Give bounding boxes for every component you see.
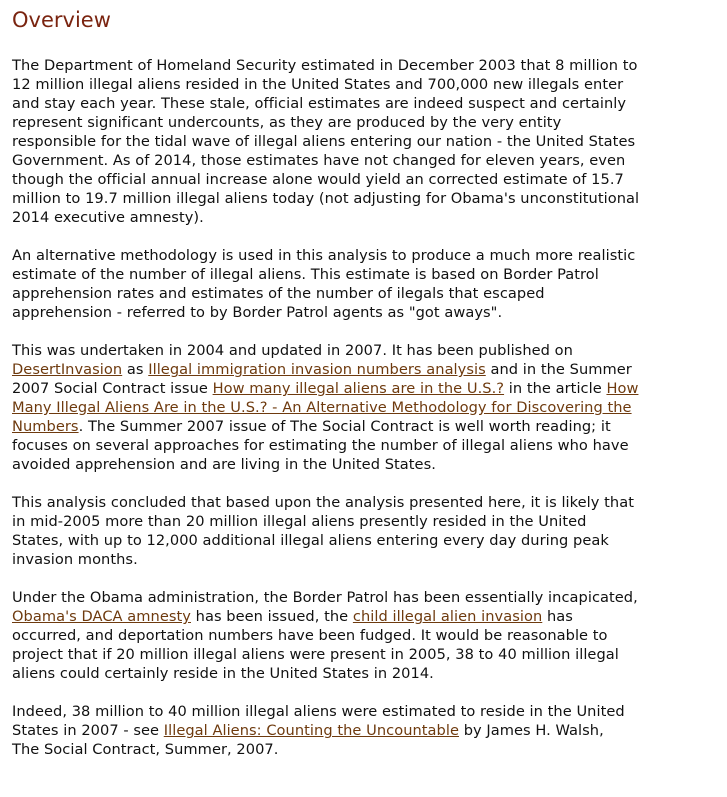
paragraph-obama-administration (12, 588, 717, 683)
text-segment: Under the Obama administration, the Border Patrol has been essentially incapicated, (12, 589, 638, 606)
desertinvasion-link[interactable]: DesertInvasion (12, 361, 123, 378)
alternative-methodology-article-link[interactable]: How Many Illegal Aliens Are in the U.S.? - An Alternative Methodology for Discovering the Numbers (12, 380, 639, 435)
text-segment: in the article (504, 380, 607, 397)
text-segment: . The Summer 2007 issue of The Social Contract is well worth reading; it focuses on several approaches for estimating the number of illegal aliens who have avoided apprehension and are living in the United States. (12, 418, 629, 473)
article (12, 6, 717, 778)
text-segment: has been issued, the (190, 608, 353, 625)
text-segment: and in the Summer 2007 Social Contract issue (12, 361, 632, 397)
child-alien-invasion-link[interactable]: child illegal alien invasion (352, 608, 543, 625)
text-segment: as (122, 361, 149, 378)
paragraph-analysis-conclusion: This analysis concluded that based upon the analysis presented here, it is likely that in mid-2005 more than 20 million illegal aliens presently resided in the United States, with up to 12,000 additional illegal aliens entering every day during peak invasion months. (12, 494, 634, 568)
daca-amnesty-link[interactable]: Obama's DACA amnesty (12, 608, 191, 625)
text-segment: by James H. Walsh, The Social Contract, Summer, 2007. (12, 722, 604, 758)
text-segment: Indeed, 38 million to 40 million illegal aliens were estimated to reside in the United States in 2007 - see (12, 703, 625, 739)
paragraph-alternative-methodology: An alternative methodology is used in this analysis to produce a much more realistic estimate of the number of illegal aliens. This estimate is based on Border Patrol apprehension rates and estimates of the number of ilegals that escaped apprehension - referred to by Border Patrol agents as "got aways". (12, 247, 636, 321)
text-segment: has occurred, and deportation numbers have been fudged. It would be reasonable to project that if 20 million illegal aliens were present in 2005, 38 to 40 million illegal aliens could certainly reside in the United States in 2014. (12, 608, 619, 682)
invasion-numbers-analysis-link[interactable]: Illegal immigration invasion numbers analysis (148, 361, 486, 378)
paragraph-2007-estimate (12, 702, 717, 759)
page-title: Overview (12, 8, 111, 32)
paragraph-dhs-estimate: The Department of Homeland Security estimated in December 2003 that 8 million to 12 million illegal aliens resided in the United States and 700,000 new illegals enter and stay each year. These stale, official estimates are indeed suspect and certainly represent significant undercounts, as they are produced by the very entity responsible for the tidal wave of illegal aliens entering our nation - the United States Government. As of 2014, those estimates have not changed for eleven years, even though the official annual increase alone would yield an corrected estimate of 15.7 million to 19.7 million illegal aliens today (not adjusting for Obama's unconstitutional 2014 executive amnesty). (12, 57, 640, 226)
counting-the-uncountable-link[interactable]: Illegal Aliens: Counting the Uncountable (163, 722, 459, 739)
paragraph-publication-history (12, 341, 717, 474)
text-segment: This was undertaken in 2004 and updated in 2007. It has been published on (12, 342, 573, 359)
social-contract-issue-link[interactable]: How many illegal aliens are in the U.S.? (212, 380, 505, 397)
